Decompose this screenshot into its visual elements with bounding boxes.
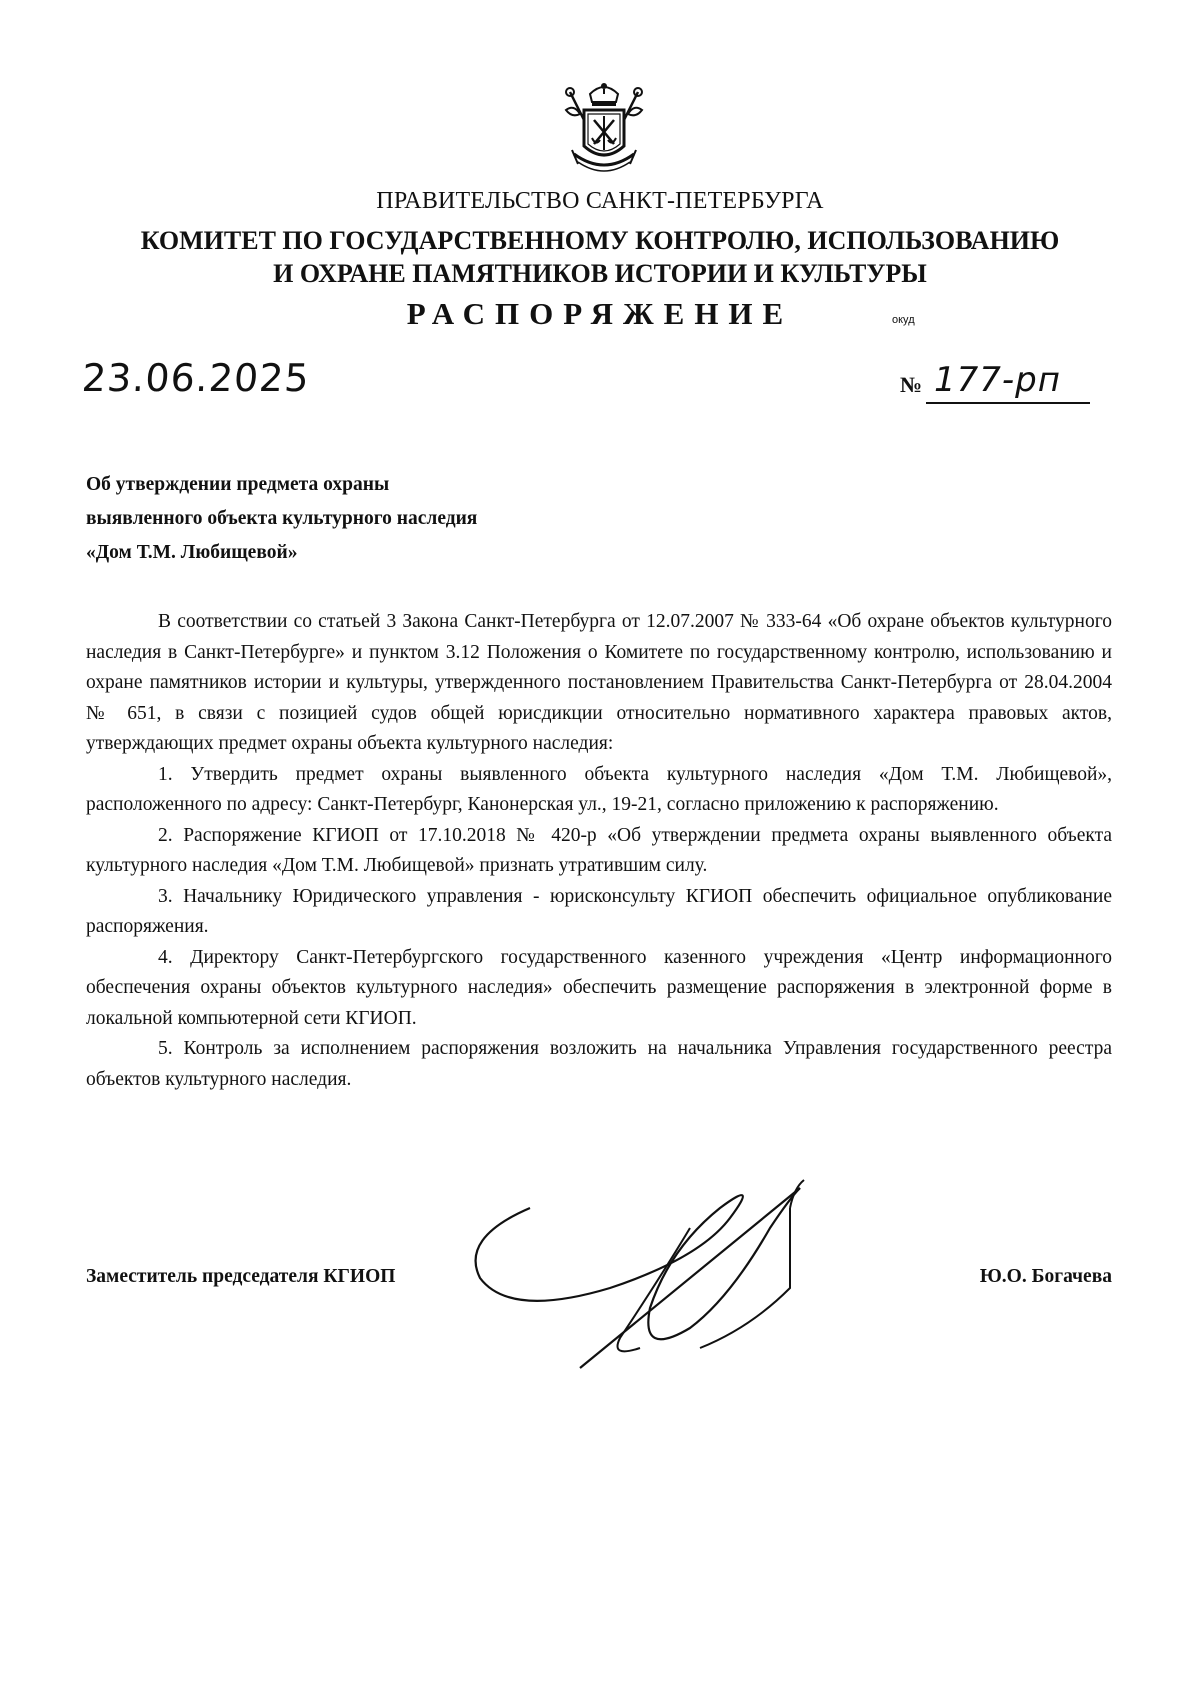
- item-3: 3. Начальнику Юридического управления - юрисконсульту КГИОП обеспечить официальное опубликование распоряжения.: [86, 885, 1112, 937]
- handwritten-signature: [470, 1168, 890, 1378]
- document-subject: [86, 468, 706, 570]
- preamble: В соответствии со статьей 3 Закона Санкт-Петербурга от 12.07.2007 № 333-64 «Об охране объектов культурного наследия в Санкт-Петербурге» и пунктом 3.12 Положения о Комитете по государственному контролю, использованию и охране памятников истории и культуры, утвержденного постановлением Правительства Санкт-Петербурга от 28.04.2004 № 651, в связи с позицией судов общей юрисдикции относительно нормативного характера правовых актов, утверждающих предмет охраны объекта культурного наследия:: [86, 611, 1112, 754]
- signer-position: Заместитель председателя КГИОП: [86, 1266, 396, 1287]
- committee-name: [0, 224, 1200, 290]
- document-body: [86, 607, 1112, 1095]
- number-value: 177-рп: [934, 360, 1061, 400]
- committee-line-1: КОМИТЕТ ПО ГОСУДАРСТВЕННОМУ КОНТРОЛЮ, ИСПОЛЬЗОВАНИЮ: [140, 226, 1060, 255]
- coat-of-arms-icon: [560, 80, 648, 178]
- item-1: 1. Утвердить предмет охраны выявленного объекта культурного наследия «Дом Т.М. Любищевой», расположенного по адресу: Санкт-Петербург, Канонерская ул., 19-21, согласно приложению к распоряжению.: [86, 763, 1112, 815]
- number-sign: №: [900, 372, 923, 397]
- subject-line-2: выявленного объекта культурного наследия: [86, 508, 478, 529]
- government-name: ПРАВИТЕЛЬСТВО САНКТ-ПЕТЕРБУРГА: [376, 188, 824, 214]
- subject-line-1: Об утверждении предмета охраны: [86, 474, 390, 495]
- okud-label: окуд: [892, 314, 915, 326]
- committee-line-2: И ОХРАНЕ ПАМЯТНИКОВ ИСТОРИИ И КУЛЬТУРЫ: [273, 259, 927, 288]
- document-type: РАСПОРЯЖЕНИЕ: [406, 296, 794, 331]
- item-4: 4. Директору Санкт-Петербургского государственного казенного учреждения «Центр информационного обеспечения охраны объектов культурного наследия» обеспечить размещение распоряжения в электронной форме в локальной компьютерной сети КГИОП.: [86, 946, 1112, 1029]
- subject-line-3: «Дом Т.М. Любищевой»: [86, 542, 298, 563]
- document-date: 23.06.2025: [80, 356, 312, 400]
- number-underline: [926, 402, 1090, 404]
- signer-name: Ю.О. Богачева: [979, 1266, 1112, 1287]
- item-2: 2. Распоряжение КГИОП от 17.10.2018 № 420-р «Об утверждении предмета охраны выявленного объекта культурного наследия «Дом Т.М. Любищевой» признать утратившим силу.: [86, 824, 1112, 876]
- document-number: [900, 360, 1090, 416]
- item-5: 5. Контроль за исполнением распоряжения возложить на начальника Управления государственного реестра объектов культурного наследия.: [86, 1038, 1112, 1090]
